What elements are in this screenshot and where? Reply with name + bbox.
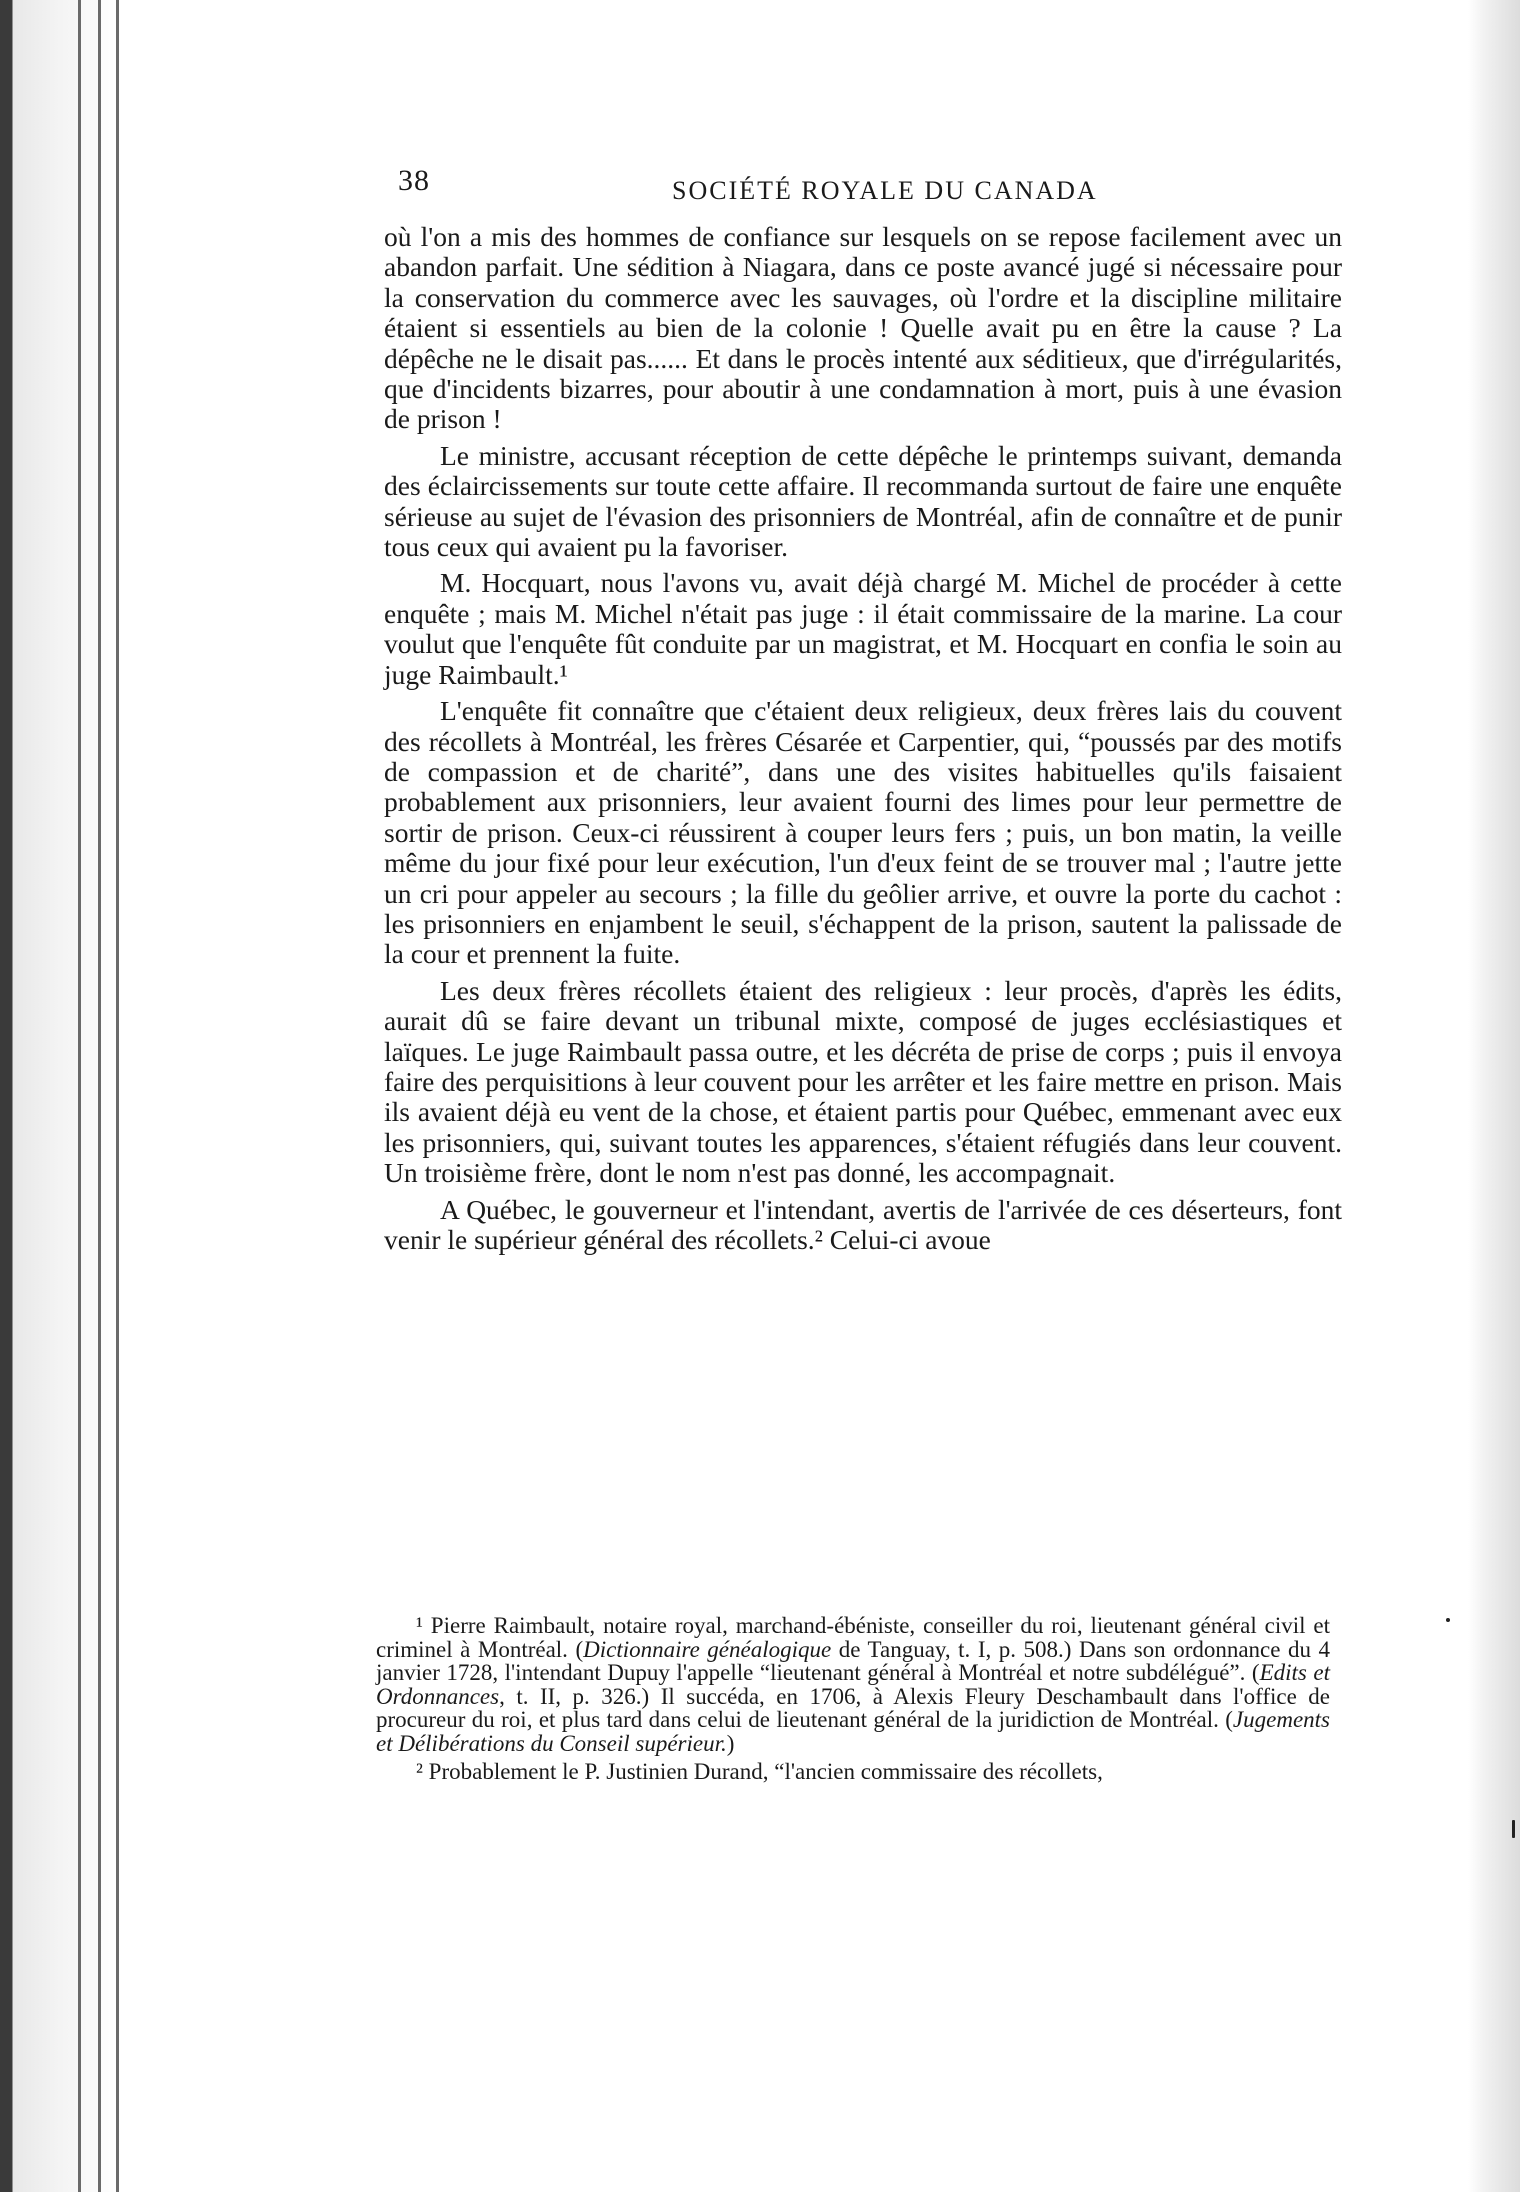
scanner-right-edge [1468, 0, 1520, 2192]
footnote-text: de Tanguay, t. I, p. 508.) Dans son ordonnance du 4 janvier 1728, l'intendant Dupuy l'appelle “lieutenant général à Montréal et notre subdélégué”. ( [376, 1636, 1331, 1686]
scan-speck [1512, 1820, 1515, 1838]
footnote-text: Probablement le P. Justinien Durand, “l'ancien commissaire des récollets, [422, 1758, 1103, 1784]
running-head: SOCIÉTÉ ROYALE DU CANADA [672, 176, 1098, 205]
footnote-1 [376, 1614, 1330, 1756]
body-text [384, 222, 1342, 1255]
paragraph: Le ministre, accusant réception de cette dépêche le printemps suivant, demanda des éclaircissements sur toute cette affaire. Il recommanda surtout de faire une enquête sérieuse au sujet de l'évasion des prisonniers de Montréal, afin de connaître et de punir tous ceux qui avaient pu la favoriser. [384, 439, 1342, 563]
footnote-text: , t. II, p. 326.) Il succéda, en 1706, à Alexis Fleury Deschambault dans l'office de procureur du roi, et plus tard dans celui de lieutenant général de la juridiction de Montréal. ( [376, 1683, 1330, 1733]
citation-title: Jugements et Délibérations du Conseil supérieur. [376, 1707, 1330, 1756]
page-header [398, 164, 1338, 208]
paragraph: M. Hocquart, nous l'avons vu, avait déjà chargé M. Michel de procéder à cette enquête ; mais M. Michel n'était pas juge : il était commissaire de la marine. La cour voulut que l'enquête fût conduite par un magistrat, et M. Hocquart en confia le soin au juge Raimbault.¹ [384, 567, 1342, 690]
citation-title: Edits et Ordonnances [376, 1660, 1330, 1709]
page-stack-line [116, 0, 119, 2192]
page-stack-line [98, 0, 101, 2192]
paragraph: A Québec, le gouverneur et l'intendant, avertis de l'arrivée de ces déserteurs, font venir le supérieur général des récollets.² Celui-ci avoue [384, 1193, 1342, 1255]
footnote-text: Pierre Raimbault, notaire royal, marchand-ébéniste, conseiller du roi, lieutenant général civil et criminel à Montréal. ( [376, 1613, 1330, 1662]
scanner-left-edge [0, 0, 122, 2192]
paragraph: Les deux frères récollets étaient des religieux : leur procès, d'après les édits, aurait dû se faire devant un tribunal mixte, composé de juges ecclésiastiques et laïques. Le juge Raimbault passa outre, et les décréta de prise de corps ; puis il envoya faire des perquisitions à leur couvent pour les arrêter et les faire mettre en prison. Mais ils avaient déjà eu vent de la chose, et étaient partis pour Québec, emmenant avec eux les prisonniers, qui, suivant toutes les apparences, s'étaient réfugiés dans leur couvent. Un troisième frère, dont le nom n'est pas donné, les accompagnait. [384, 974, 1342, 1189]
footnote-marker: ¹ [416, 1613, 423, 1638]
scan-speck [1446, 1618, 1450, 1622]
footnotes [376, 1614, 1330, 1783]
footnote-marker: ² [416, 1758, 423, 1784]
paragraph: L'enquête fit connaître que c'étaient deux religieux, deux frères lais du couvent des récollets à Montréal, les frères Césarée et Carpentier, qui, “poussés par des motifs de compassion et de charité”, dans une des visites habituelles qu'ils faisaient probablement aux prisonniers, leur avaient fourni des limes pour leur permettre de sortir de prison. Ceux-ci réussirent à couper leurs fers ; puis, un bon matin, la veille même du jour fixé pour leur exécution, l'un d'eux feint de se trouver mal ; l'autre jette un cri pour appeler au secours ; la fille du geôlier arrive, et ouvre la porte du cachot : les prisonniers en enjambent le seuil, s'échappent de la prison, sautent la palissade de la cour et prennent la fuite. [384, 695, 1342, 970]
footnote-2 [376, 1760, 1330, 1784]
footnote-text: ) [726, 1730, 735, 1756]
citation-title: Dictionnaire généalogique [583, 1636, 832, 1662]
page-stack-line [78, 0, 81, 2192]
paragraph: où l'on a mis des hommes de confiance sur lesquels on se repose facilement avec un abandon parfait. Une sédition à Niagara, dans ce poste avancé jugé si nécessaire pour la conservation du commerce avec les sauvages, où l'ordre et la discipline militaire étaient si essentiels au bien de la colonie ! Quelle avait pu en être la cause ? La dépêche ne le disait pas...... Et dans le procès intenté aux séditieux, que d'irrégularités, que d'incidents bizarres, pour aboutir à une condamnation à mort, puis à une évasion de prison ! [384, 221, 1342, 435]
page-number: 38 [398, 164, 430, 197]
